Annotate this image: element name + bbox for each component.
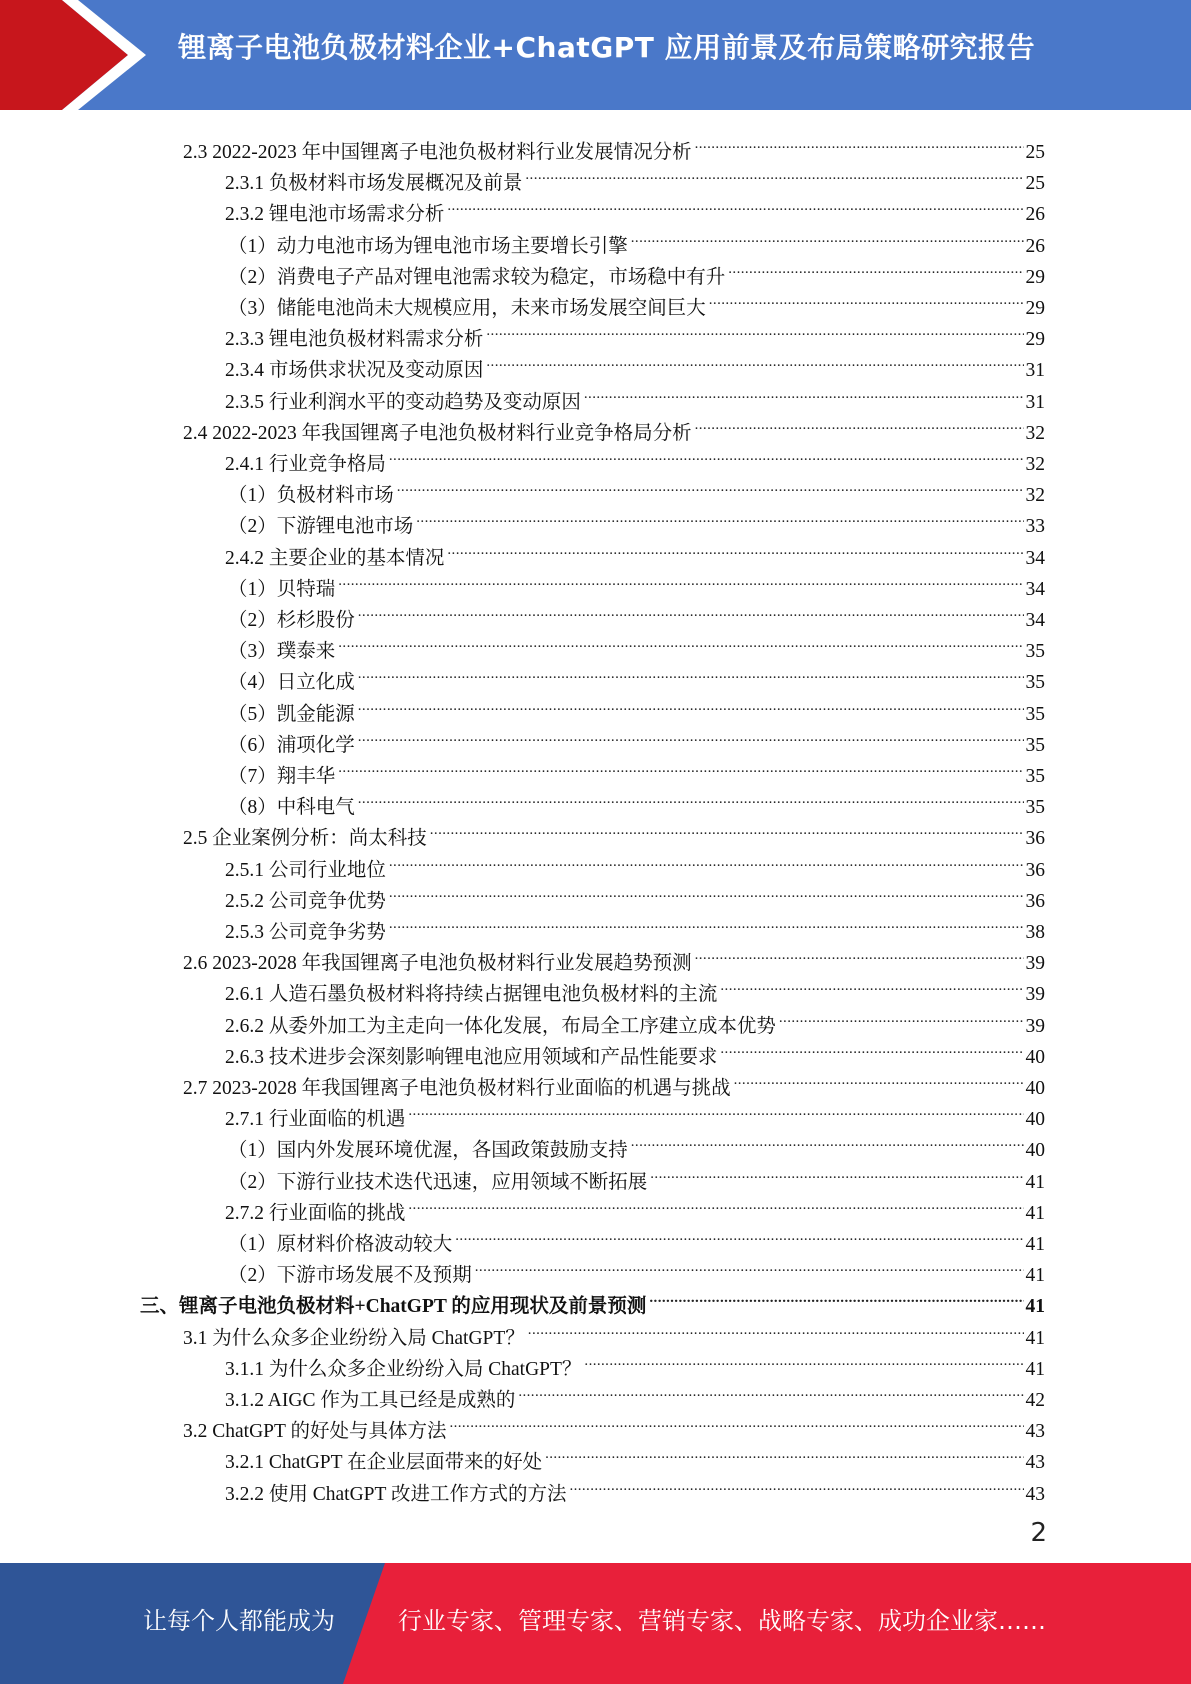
toc-dot-leader <box>338 626 1023 657</box>
toc-entry-page: 41 <box>1025 1358 1045 1380</box>
toc-entry[interactable] <box>225 969 1045 1006</box>
toc-dot-leader <box>397 470 1024 501</box>
toc-entry[interactable] <box>225 158 1045 195</box>
toc-entry-title: 2.5.1 公司行业地位 <box>225 859 386 881</box>
toc-entry[interactable] <box>225 189 1045 226</box>
toc-entry-title: （1）原材料价格波动较大 <box>228 1234 453 1255</box>
toc-entry[interactable] <box>228 657 1045 694</box>
header-arrow-decoration <box>0 0 200 110</box>
toc-entry-title: 2.7.2 行业面临的挑战 <box>225 1202 406 1224</box>
toc-dot-leader <box>518 1375 1023 1406</box>
toc-dot-leader <box>650 1157 1023 1188</box>
toc-entry-page: 35 <box>1025 766 1045 787</box>
toc-entry-page: 40 <box>1025 1046 1045 1068</box>
toc-entry-title: （3）储能电池尚未大规模应用，未来市场发展空间巨大 <box>228 298 706 319</box>
toc-entry-page: 29 <box>1025 298 1045 319</box>
toc-entry-title: 2.3.3 锂电池负极材料需求分析 <box>225 329 484 351</box>
toc-entry-title: 2.3.4 市场供求状况及变动原因 <box>225 360 484 382</box>
toc-entry-page: 29 <box>1025 266 1045 288</box>
toc-dot-leader <box>430 813 1024 844</box>
toc-entry-page: 40 <box>1025 1078 1045 1099</box>
toc-entry-title: 2.7 2023-2028 年我国锂离子电池负极材料行业面临的机遇与挑战 <box>183 1078 731 1099</box>
toc-dot-leader <box>338 564 1023 595</box>
toc-dot-leader <box>338 751 1023 782</box>
toc-entry[interactable] <box>183 938 1045 975</box>
toc-entry[interactable] <box>225 845 1045 881</box>
toc-entry[interactable] <box>225 1469 1045 1505</box>
toc-dot-leader <box>358 689 1024 720</box>
toc-dot-leader <box>569 1469 1023 1500</box>
toc-entry-page: 34 <box>1025 610 1045 631</box>
toc-entry-page: 35 <box>1025 703 1045 725</box>
toc-entry[interactable] <box>225 533 1045 569</box>
footer-slogan-left: 让每个人都能成为 <box>143 1607 335 1635</box>
toc-dot-leader <box>408 1188 1023 1219</box>
toc-entry-title: （2）消费电子产品对锂电池需求较为稳定，市场稳中有升 <box>228 266 726 288</box>
toc-entry-title: 3.2.1 ChatGPT 在企业层面带来的好处 <box>225 1452 543 1474</box>
toc-entry-page: 41 <box>1025 1327 1045 1349</box>
toc-entry-page: 41 <box>1025 1265 1045 1287</box>
toc-entry[interactable] <box>228 595 1045 631</box>
toc-entry[interactable] <box>183 1313 1045 1349</box>
toc-entry-page: 41 <box>1025 1202 1045 1224</box>
toc-entry-page: 43 <box>1025 1452 1045 1474</box>
toc-entry-page: 39 <box>1025 1015 1045 1037</box>
toc-entry[interactable] <box>228 283 1045 319</box>
toc-entry-page: 43 <box>1025 1483 1045 1505</box>
toc-entry[interactable] <box>228 1157 1045 1193</box>
toc-entry-title: 3.1.2 AIGC 作为工具已经是成熟的 <box>225 1390 516 1411</box>
toc-entry-title: （2）杉杉股份 <box>228 610 355 631</box>
toc-dot-leader <box>486 314 1023 345</box>
toc-entry[interactable] <box>225 907 1045 943</box>
toc-dot-leader <box>631 1125 1024 1156</box>
toc-entry[interactable] <box>183 1063 1045 1099</box>
toc-entry-title: （2）下游市场发展不及预期 <box>228 1265 472 1287</box>
toc-entry-page: 25 <box>1025 173 1045 195</box>
toc-entry-title: （8）中科电气 <box>228 797 355 819</box>
toc-entry[interactable] <box>228 782 1045 819</box>
toc-entry[interactable] <box>225 1001 1045 1037</box>
toc-entry[interactable] <box>228 1250 1045 1287</box>
toc-entry-page: 41 <box>1025 1234 1045 1255</box>
toc-entry-page: 40 <box>1025 1140 1045 1162</box>
toc-dot-leader <box>720 1032 1023 1063</box>
toc-entry-page: 29 <box>1025 329 1045 351</box>
toc-entry-page: 40 <box>1025 1109 1045 1131</box>
toc-dot-leader <box>455 1219 1023 1250</box>
toc-entry[interactable] <box>228 626 1045 663</box>
toc-entry-title: 2.6.2 从委外加工为主走向一体化发展，布局全工序建立成本优势 <box>225 1015 776 1037</box>
toc-entry-page: 34 <box>1025 578 1045 600</box>
toc-dot-leader <box>447 189 1023 220</box>
toc-entry[interactable] <box>225 876 1045 912</box>
toc-dot-leader <box>695 408 1024 439</box>
toc-entry-title: 2.4.2 主要企业的基本情况 <box>225 547 445 569</box>
toc-entry[interactable] <box>225 1094 1045 1131</box>
toc-dot-leader <box>545 1437 1023 1468</box>
toc-entry-page: 36 <box>1025 828 1045 850</box>
toc-entry[interactable] <box>183 408 1045 444</box>
toc-entry-title: 3.2 ChatGPT 的好处与具体方法 <box>183 1421 447 1443</box>
toc-dot-leader <box>358 720 1024 751</box>
toc-entry-title: （1）贝特瑞 <box>228 578 336 600</box>
toc-dot-leader <box>649 1281 1023 1312</box>
toc-entry[interactable] <box>225 1375 1045 1411</box>
toc-entry-page: 34 <box>1025 547 1045 569</box>
report-title: 锂离子电池负极材料企业+ChatGPT 应用前景及布局策略研究报告 <box>178 31 1036 64</box>
toc-entry-page: 35 <box>1025 672 1045 694</box>
toc-dot-leader <box>709 283 1024 314</box>
toc-entry[interactable] <box>140 1281 1045 1318</box>
toc-entry-page: 35 <box>1025 797 1045 819</box>
toc-entry-page: 32 <box>1025 454 1045 475</box>
toc-dot-leader <box>358 657 1024 688</box>
toc-entry-title: （5）凯金能源 <box>228 703 355 725</box>
toc-dot-leader <box>695 127 1024 158</box>
toc-dot-leader <box>389 876 1024 907</box>
footer-slogan-right: 行业专家、管理专家、营销专家、战略专家、成功企业家…… <box>398 1607 1046 1635</box>
toc-entry-title: （1）国内外发展环境优渥，各国政策鼓励支持 <box>228 1140 628 1162</box>
toc-entry[interactable] <box>225 314 1045 351</box>
toc-entry-title: （4）日立化成 <box>228 672 355 694</box>
toc-entry-page: 31 <box>1025 391 1045 413</box>
toc-entry[interactable] <box>225 1437 1045 1474</box>
toc-entry[interactable] <box>228 221 1045 257</box>
toc-dot-leader <box>584 377 1024 408</box>
toc-entry-title: 2.3.5 行业利润水平的变动趋势及变动原因 <box>225 391 581 413</box>
toc-entry-page: 41 <box>1025 1296 1045 1318</box>
toc-entry-title: （6）浦项化学 <box>228 734 355 756</box>
toc-entry-title: 2.7.1 行业面临的机遇 <box>225 1109 406 1131</box>
toc-entry[interactable] <box>225 377 1045 413</box>
toc-entry-title: （7）翔丰华 <box>228 766 336 787</box>
page-number: 2 <box>1030 1518 1047 1548</box>
toc-dot-leader <box>734 1063 1024 1094</box>
toc-dot-leader <box>449 1406 1023 1437</box>
toc-entry-page: 41 <box>1025 1171 1045 1193</box>
toc-entry[interactable] <box>183 1406 1045 1443</box>
toc-dot-leader <box>358 595 1024 626</box>
toc-entry[interactable] <box>228 720 1045 756</box>
toc-entry-page: 33 <box>1025 516 1045 538</box>
toc-entry-page: 26 <box>1025 204 1045 226</box>
toc-dot-leader <box>779 1001 1024 1032</box>
toc-entry-page: 25 <box>1025 142 1045 163</box>
toc-dot-leader <box>475 1250 1024 1281</box>
header-banner <box>0 0 1191 110</box>
toc-entry-title: 2.6.1 人造石墨负极材料将持续占据锂电池负极材料的主流 <box>225 984 718 1006</box>
toc-entry-page: 32 <box>1025 485 1045 507</box>
toc-entry[interactable] <box>228 564 1045 600</box>
toc-entry-page: 31 <box>1025 360 1045 382</box>
toc-entry-page: 26 <box>1025 235 1045 257</box>
toc-entry-title: 2.3.1 负极材料市场发展概况及前景 <box>225 173 523 195</box>
toc-entry-title: 2.5.2 公司竞争优势 <box>225 890 386 912</box>
toc-entry-title: （3）璞泰来 <box>228 641 336 663</box>
toc-entry-title: （1）动力电池市场为锂电池市场主要增长引擎 <box>228 235 628 257</box>
toc-dot-leader <box>389 907 1024 938</box>
toc-entry-title: （2）下游锂电池市场 <box>228 516 414 538</box>
toc-entry-page: 39 <box>1025 984 1045 1006</box>
toc-entry-title: 2.5.3 公司竞争劣势 <box>225 922 386 943</box>
toc-entry-title: 三、锂离子电池负极材料+ChatGPT 的应用现状及前景预测 <box>140 1296 647 1318</box>
toc-entry-title: 2.4.1 行业竞争格局 <box>225 454 386 475</box>
toc-entry-page: 42 <box>1025 1390 1045 1411</box>
toc-dot-leader <box>695 938 1024 969</box>
toc-entry-page: 39 <box>1025 953 1045 975</box>
toc-entry-title: 2.6 2023-2028 年我国锂离子电池负极材料行业发展趋势预测 <box>183 953 692 975</box>
toc-dot-leader <box>416 501 1023 532</box>
toc-entry-page: 35 <box>1025 734 1045 756</box>
toc-dot-leader <box>631 221 1024 252</box>
toc-entry-title: 3.1.1 为什么众多企业纷纷入局 ChatGPT？ <box>225 1358 582 1380</box>
toc-entry[interactable] <box>225 1344 1045 1380</box>
toc-entry-page: 43 <box>1025 1421 1045 1443</box>
toc-entry-page: 36 <box>1025 890 1045 912</box>
toc-entry[interactable] <box>225 439 1045 475</box>
toc-dot-leader <box>720 969 1023 1000</box>
toc-entry-title: 2.4 2022-2023 年我国锂离子电池负极材料行业竞争格局分析 <box>183 422 692 444</box>
toc-entry[interactable] <box>228 252 1045 288</box>
toc-entry-page: 35 <box>1025 641 1045 663</box>
toc-dot-leader <box>408 1094 1023 1125</box>
toc-entry-title: 2.6.3 技术进步会深刻影响锂电池应用领域和产品性能要求 <box>225 1046 718 1068</box>
toc-dot-leader <box>389 439 1024 470</box>
toc-entry[interactable] <box>183 127 1045 163</box>
toc-dot-leader <box>728 252 1023 283</box>
toc-entry[interactable] <box>225 1188 1045 1224</box>
toc-entry[interactable] <box>228 1125 1045 1162</box>
toc-entry-page: 36 <box>1025 859 1045 881</box>
toc-dot-leader <box>528 1313 1024 1344</box>
toc-dot-leader <box>525 158 1023 189</box>
footer-banner <box>0 1563 1191 1684</box>
toc-dot-leader <box>486 345 1023 376</box>
toc-entry[interactable] <box>183 813 1045 850</box>
toc-entry[interactable] <box>225 1032 1045 1068</box>
toc-entry-page: 38 <box>1025 922 1045 943</box>
toc-entry-title: 3.1 为什么众多企业纷纷入局 ChatGPT？ <box>183 1327 525 1349</box>
toc-dot-leader <box>447 533 1023 564</box>
toc-entry[interactable] <box>228 1219 1045 1255</box>
toc-entry[interactable] <box>225 345 1045 382</box>
toc-entry-page: 32 <box>1025 422 1045 444</box>
toc-entry-title: 2.3 2022-2023 年中国锂离子电池负极材料行业发展情况分析 <box>183 142 692 163</box>
toc-entry[interactable] <box>228 751 1045 787</box>
toc-dot-leader <box>358 782 1024 813</box>
toc-dot-leader <box>584 1344 1023 1375</box>
toc-entry-title: （1）负极材料市场 <box>228 485 394 507</box>
toc-entry-title: 3.2.2 使用 ChatGPT 改进工作方式的方法 <box>225 1483 567 1505</box>
toc-entry-title: 2.5 企业案例分析：尚太科技 <box>183 828 427 850</box>
toc-entry[interactable] <box>228 470 1045 507</box>
toc-dot-leader <box>389 845 1024 876</box>
toc-entry[interactable] <box>228 501 1045 538</box>
toc-entry[interactable] <box>228 689 1045 725</box>
toc-entry-title: 2.3.2 锂电池市场需求分析 <box>225 204 445 226</box>
toc-entry-title: （2）下游行业技术迭代迅速，应用领域不断拓展 <box>228 1171 648 1193</box>
